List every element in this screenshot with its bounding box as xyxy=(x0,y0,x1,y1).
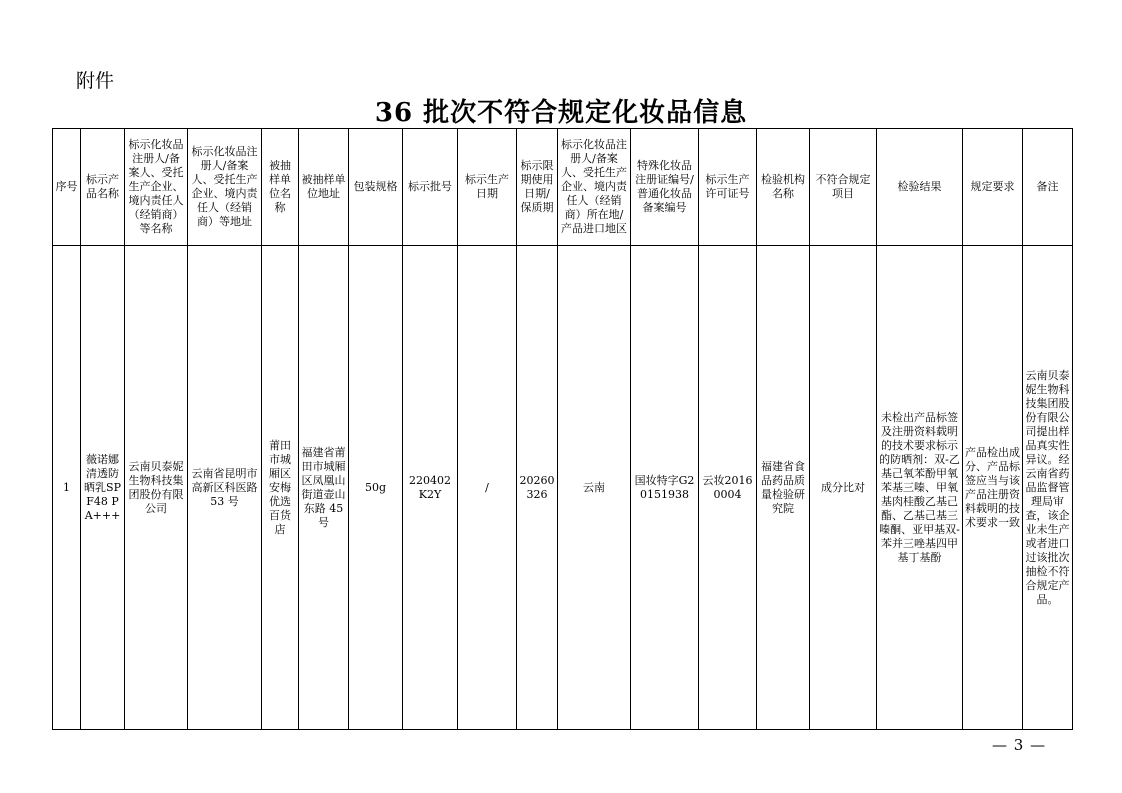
table-row xyxy=(53,246,1073,730)
column-header: 标示批号 xyxy=(403,129,458,246)
column-header: 被抽样单位名称 xyxy=(262,129,299,246)
table-cell: 1 xyxy=(53,246,81,730)
table-cell: 220402K2Y xyxy=(403,246,458,730)
column-header: 检验机构名称 xyxy=(757,129,810,246)
table-cell: 云南贝泰妮生物科技集团股份有限公司提出样品真实性异议。经云南省药品监督管理局审查，该企业未生产或者进口过该批次抽检不符合规定产品。 xyxy=(1023,246,1073,730)
attachment-label: 附件 xyxy=(76,70,115,92)
table-cell: 云妆20160004 xyxy=(699,246,757,730)
noncompliant-cosmetics-table xyxy=(52,128,1073,730)
table-cell: 产品检出成分、产品标签应当与该产品注册资料载明的技术要求一致 xyxy=(963,246,1023,730)
column-header: 规定要求 xyxy=(963,129,1023,246)
table-cell: 云南 xyxy=(558,246,631,730)
column-header: 备注 xyxy=(1023,129,1073,246)
column-header: 标示化妆品注册人/备案人、受托生产企业、境内责任人（经销商）等名称 xyxy=(125,129,188,246)
column-header: 不符合规定项目 xyxy=(810,129,877,246)
table-cell: 成分比对 xyxy=(810,246,877,730)
table-cell: 薇诺娜清透防晒乳SPF48 PA+++ xyxy=(81,246,125,730)
column-header: 标示生产日期 xyxy=(458,129,517,246)
column-header: 标示生产许可证号 xyxy=(699,129,757,246)
table-cell: 20260326 xyxy=(517,246,558,730)
table-cell: 云南贝泰妮生物科技集团股份有限公司 xyxy=(125,246,188,730)
table-cell: 云南省昆明市高新区科医路 53 号 xyxy=(188,246,262,730)
column-header: 包装规格 xyxy=(349,129,403,246)
table-cell: 未检出产品标签及注册资料载明的技术要求标示的防晒剂：双-乙基己氧苯酚甲氧苯基三嗪、甲氧基肉桂酸乙基己酯、乙基己基三嗪酮、亚甲基双-苯并三唑基四甲基丁基酚 xyxy=(877,246,963,730)
column-header: 序号 xyxy=(53,129,81,246)
column-header: 特殊化妆品注册证编号/普通化妆品备案编号 xyxy=(631,129,699,246)
table-cell: 国妆特字G20151938 xyxy=(631,246,699,730)
table-header-row xyxy=(53,129,1073,246)
column-header: 标示产品名称 xyxy=(81,129,125,246)
table-cell: 福建省食品药品质量检验研究院 xyxy=(757,246,810,730)
table-cell: 福建省莆田市城厢区凤凰山街道壶山东路 45 号 xyxy=(299,246,349,730)
document-title: 36 批次不符合规定化妆品信息 xyxy=(374,98,748,128)
column-header: 标示化妆品注册人/备案人、受托生产企业、境内责任人（经销商）所在地/产品进口地区 xyxy=(558,129,631,246)
column-header: 被抽样单位地址 xyxy=(299,129,349,246)
column-header: 标示化妆品注册人/备案人、受托生产企业、境内责任人（经销商）等地址 xyxy=(188,129,262,246)
table-cell: 50g xyxy=(349,246,403,730)
table-cell: 莆田市城厢区安梅优选百货店 xyxy=(262,246,299,730)
page-number: — 3 — xyxy=(992,736,1047,754)
table-cell: / xyxy=(458,246,517,730)
column-header: 标示限期使用日期/保质期 xyxy=(517,129,558,246)
column-header: 检验结果 xyxy=(877,129,963,246)
